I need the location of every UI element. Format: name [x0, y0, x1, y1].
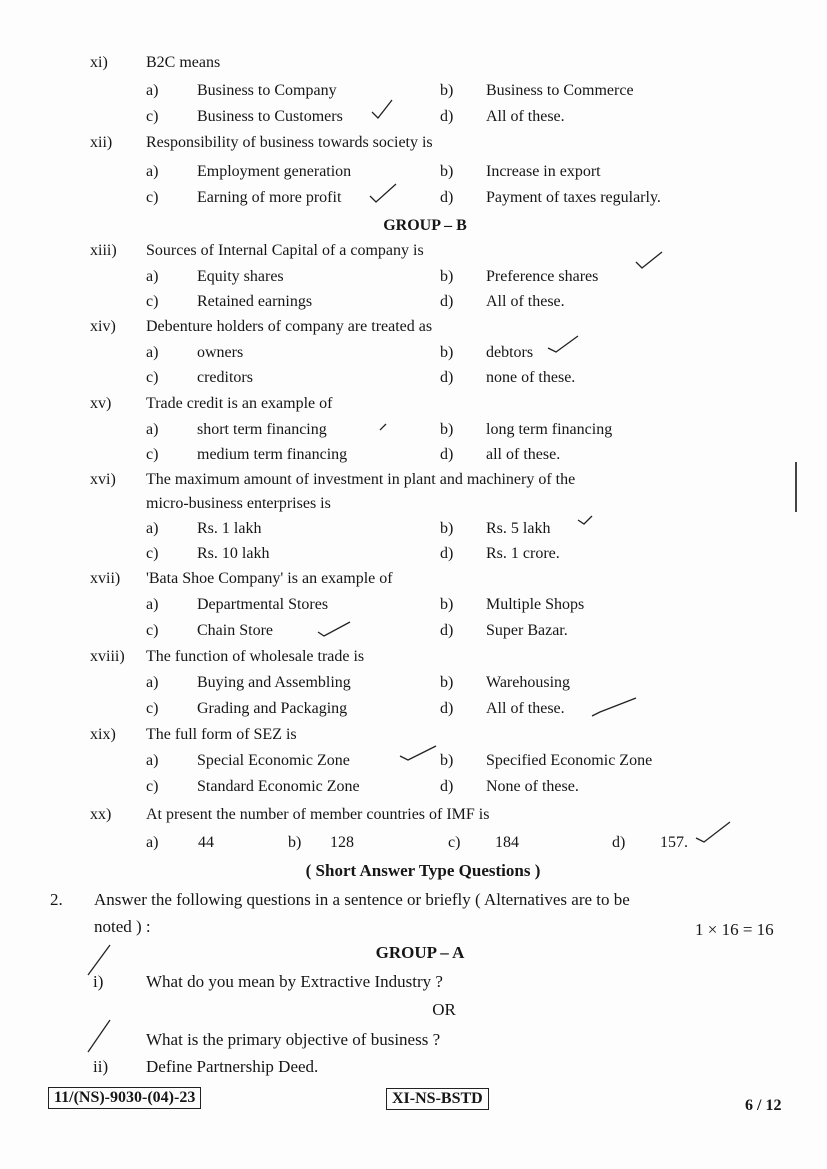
question-text: The function of wholesale trade is	[146, 648, 365, 665]
question-text: 'Bata Shoe Company' is an example of	[146, 570, 393, 587]
question-text: B2C means	[146, 54, 221, 71]
option-text: Rs. 1 crore.	[486, 545, 560, 562]
question-text: At present the number of member countries of IMF is	[146, 806, 490, 823]
option-letter: b)	[440, 421, 454, 438]
option-letter: a)	[146, 82, 159, 99]
question-text: The full form of SEZ is	[146, 726, 297, 743]
option-letter: c)	[146, 778, 159, 795]
option-text: Employment generation	[197, 163, 352, 180]
question-number: xvii)	[90, 570, 121, 587]
option-letter: d)	[440, 778, 454, 795]
option-letter: b)	[440, 752, 454, 769]
option-text: Business to Customers	[197, 108, 343, 125]
question-number: xix)	[90, 726, 116, 743]
question-number: i)	[93, 972, 104, 991]
option-text: Earning of more profit	[197, 189, 342, 206]
option-letter: a)	[146, 421, 159, 438]
option-letter: d)	[440, 700, 454, 717]
option-letter: b)	[440, 596, 454, 613]
subject-code: XI-NS-BSTD	[386, 1088, 489, 1110]
option-text: Retained earnings	[197, 293, 313, 310]
option-text: Grading and Packaging	[197, 700, 348, 717]
question-text: Responsibility of business towards society is	[146, 134, 433, 151]
instruction: Answer the following questions in a sentence or briefly ( Alternatives are to be	[94, 890, 630, 909]
option-text: Business to Commerce	[486, 82, 634, 99]
option-text: none of these.	[486, 369, 576, 386]
option-letter: d)	[440, 622, 454, 639]
question-number: xv)	[90, 395, 112, 412]
section-title: ( Short Answer Type Questions )	[305, 861, 541, 880]
option-letter: d)	[440, 446, 454, 463]
question-number: xiv)	[90, 318, 116, 335]
option-text: All of these.	[486, 108, 565, 125]
question-number: xii)	[90, 134, 113, 151]
option-letter: d)	[440, 189, 454, 206]
instruction-cont: noted ) :	[94, 917, 151, 936]
option-text: Specified Economic Zone	[486, 752, 653, 769]
option-letter: d)	[440, 545, 454, 562]
option-text: Business to Company	[197, 82, 337, 99]
option-letter: b)	[440, 344, 454, 361]
option-letter: c)	[146, 700, 159, 717]
option-letter: a)	[146, 596, 159, 613]
option-text: Warehousing	[486, 674, 571, 691]
option-text: 44	[198, 834, 214, 851]
option-text: long term financing	[486, 421, 613, 438]
option-letter: b)	[440, 163, 454, 180]
option-letter: c)	[146, 293, 159, 310]
option-letter: c)	[146, 622, 159, 639]
question-number: ii)	[93, 1057, 109, 1076]
option-text: Increase in export	[486, 163, 601, 180]
question-text-alt: What is the primary objective of business ?	[146, 1030, 441, 1049]
option-text: 157.	[660, 834, 688, 851]
option-text: Buying and Assembling	[197, 674, 351, 691]
question-text-cont: micro-business enterprises is	[146, 495, 331, 512]
option-text: Special Economic Zone	[197, 752, 350, 769]
option-text: Chain Store	[197, 622, 273, 639]
option-letter: c)	[146, 369, 159, 386]
option-letter: c)	[146, 108, 159, 125]
option-letter: a)	[146, 268, 159, 285]
or-label: OR	[432, 1000, 456, 1019]
page-number: 6 / 12	[745, 1097, 782, 1114]
question-text: Trade credit is an example of	[146, 395, 333, 412]
option-letter: b)	[288, 834, 302, 851]
option-text: All of these.	[486, 700, 565, 717]
option-text: 184	[495, 834, 519, 851]
option-text: Rs. 10 lakh	[197, 545, 270, 562]
option-letter: a)	[146, 752, 159, 769]
option-letter: c)	[146, 446, 159, 463]
question-number: xvi)	[90, 471, 116, 488]
option-letter: a)	[146, 674, 159, 691]
group-heading: GROUP – B	[383, 217, 467, 234]
option-text: Payment of taxes regularly.	[486, 189, 661, 206]
question-text: Debenture holders of company are treated as	[146, 318, 433, 335]
option-letter: a)	[146, 520, 159, 537]
option-text: Preference shares	[486, 268, 599, 285]
option-text: creditors	[197, 369, 253, 386]
marks: 1 × 16 = 16	[695, 920, 774, 939]
question-text: Define Partnership Deed.	[146, 1057, 319, 1076]
option-text: all of these.	[486, 446, 561, 463]
option-letter: a)	[146, 344, 159, 361]
option-text: Multiple Shops	[486, 596, 585, 613]
option-text: 128	[330, 834, 354, 851]
question-text: What do you mean by Extractive Industry ?	[146, 972, 443, 991]
question-text: The maximum amount of investment in plant and machinery of the	[146, 471, 576, 488]
question-text: Sources of Internal Capital of a company is	[146, 242, 424, 259]
option-text: All of these.	[486, 293, 565, 310]
option-letter: b)	[440, 520, 454, 537]
option-text: None of these.	[486, 778, 579, 795]
option-text: Departmental Stores	[197, 596, 329, 613]
option-letter: c)	[146, 545, 159, 562]
option-letter: b)	[440, 268, 454, 285]
option-text: short term financing	[197, 421, 327, 438]
option-text: Standard Economic Zone	[197, 778, 360, 795]
paper-code: 11/(NS)-9030-(04)-23	[48, 1087, 201, 1109]
option-text: Rs. 5 lakh	[486, 520, 551, 537]
option-text: Rs. 1 lakh	[197, 520, 262, 537]
option-letter: b)	[440, 82, 454, 99]
option-letter: c)	[146, 189, 159, 206]
option-letter: a)	[146, 834, 159, 851]
question-number: xviii)	[90, 648, 125, 665]
option-text: Super Bazar.	[486, 622, 568, 639]
option-text: Equity shares	[197, 268, 284, 285]
option-letter: a)	[146, 163, 159, 180]
question-number: xx)	[90, 806, 112, 823]
group-heading: GROUP – A	[375, 943, 465, 962]
option-letter: d)	[612, 834, 626, 851]
option-letter: c)	[448, 834, 461, 851]
question-number: xi)	[90, 54, 108, 71]
question-number: 2.	[50, 890, 63, 909]
option-letter: d)	[440, 293, 454, 310]
option-text: owners	[197, 344, 244, 361]
option-text: medium term financing	[197, 446, 348, 463]
question-number: xiii)	[90, 242, 117, 259]
option-letter: d)	[440, 108, 454, 125]
option-letter: b)	[440, 674, 454, 691]
option-letter: d)	[440, 369, 454, 386]
option-text: debtors	[486, 344, 534, 361]
